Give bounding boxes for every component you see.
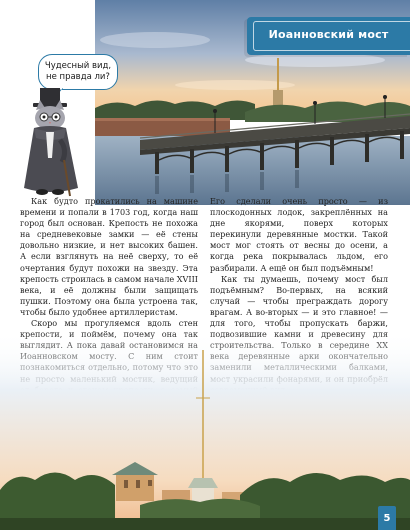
cat-character-icon [18,88,86,198]
paragraph: Его сделали очень просто — из плоскодонных лодок, закреплённых на дне якорями, поверх которых перекинули деревянные мостки. Такой мост мог стоять от весны до осени, а когда река покрывалась льдом, его разбирали. А ещё он был подъёмным! [210,196,388,273]
paragraph: Скоро мы прогуляемся вдоль стен [31,318,198,329]
paragraph: Как ты думаешь, почему мост был подъёмным? Во-первых, на всякий случай — чтобы преграждать дорогу врагам. А во-вторых — и это главное! — для того, чтобы пропускать баржи, [210,273,388,329]
bubble-line-1: Чудесный вид, [44,61,112,71]
speech-bubble [38,54,118,90]
page-title: Иоанновский мост [268,28,389,41]
fortress-photo [0,330,410,530]
page-number: 5 [378,506,396,530]
bubble-line-2: не правда ли? [46,72,110,82]
paragraph: Как будто прокатились на машине времени и попали в 1703 год, когда наш город был основан. Крепость не похожа на средневековые замки — её стены довольно низкие, и нет высоких башен. А если взглянуть на неё сверху, то её очертания будут похожи на звезду. Эта крепость строилась в самом начале XVIII века, и её должны были защищать пушки. Поэтому она была устроена так, чтобы было удобнее артиллеристам. [20,196,198,317]
title-banner [247,17,410,55]
